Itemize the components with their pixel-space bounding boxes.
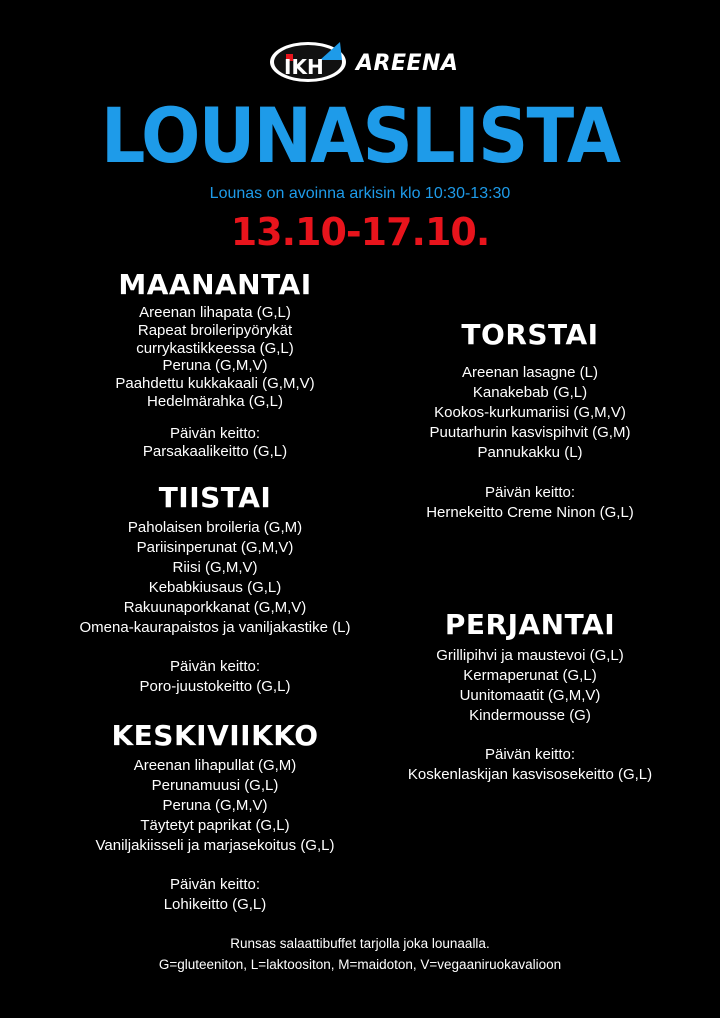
list-item: Areenan lihapata (G,L): [139, 304, 291, 321]
list-item: Uunitomaatit (G,M,V): [459, 687, 601, 704]
list-item: Kermaperunat (G,L): [463, 667, 597, 684]
list-item: Hedelmärahka (G,L): [147, 392, 283, 410]
list-item: Rakuunaporkkanat (G,M,V): [123, 599, 307, 616]
soup-thursday: Hernekeitto Creme Ninon (G,L): [426, 504, 634, 521]
menu-list-monday: [0, 304, 430, 411]
list-item: Omena-kaurapaistos ja vaniljakastike (L): [79, 619, 351, 636]
list-item: Pannukakku (L): [477, 444, 583, 461]
list-item: Kebabkiusaus (G,L): [148, 579, 282, 596]
soup-friday: Koskenlaskijan kasvisosekeitto (G,L): [407, 766, 653, 783]
menu-list-wednesday: [0, 756, 430, 856]
footer-diet-legend: G=gluteeniton, L=laktoositon, M=maidoton, V=vegaaniruokavalioon: [158, 957, 562, 972]
list-item: Kookos-kurkumariisi (G,M,V): [434, 404, 626, 421]
date-range: 13.10-17.10.: [230, 210, 490, 254]
list-item: Paahdettu kukkakaali (G,M,V): [115, 375, 315, 393]
list-item: Peruna (G,M,V): [162, 797, 268, 814]
day-heading-friday: PERJANTAI: [444, 608, 616, 641]
list-item: Rapeat broileripyörykät: [137, 321, 293, 339]
opening-hours: Lounas on avoinna arkisin klo 10:30-13:30: [209, 185, 511, 202]
list-item: currykastikkeessa (G,L): [136, 339, 294, 357]
logo-subtitle: AREENA: [356, 51, 459, 76]
list-item: Vaniljakiisseli ja marjasekoitus (G,L): [95, 837, 335, 854]
list-item: Kindermousse (G): [469, 707, 591, 724]
soup-label-wednesday: Päivän keitto:: [169, 876, 261, 893]
footer-salad-note: Runsas salaattibuffet tarjolla joka lounaalla.: [230, 936, 490, 951]
list-item: Perunamuusi (G,L): [151, 777, 279, 794]
ikh-logo-icon: [268, 38, 348, 84]
list-item: Peruna (G,M,V): [162, 357, 268, 375]
page-title: LOUNASLISTA: [100, 91, 620, 180]
soup-label-thursday: Päivän keitto:: [484, 484, 576, 501]
soup-wednesday: Lohikeitto (G,L): [163, 896, 267, 913]
soup-tuesday: Poro-juustokeitto (G,L): [139, 678, 291, 695]
list-item: Riisi (G,M,V): [172, 559, 258, 576]
soup-label-friday: Päivän keitto:: [484, 746, 576, 763]
list-item: Paholaisen broileria (G,M): [127, 519, 303, 536]
day-heading-thursday: TORSTAI: [461, 318, 599, 351]
list-item: Pariisinperunat (G,M,V): [136, 539, 294, 556]
menu-list-tuesday: [0, 518, 430, 638]
day-heading-tuesday: TIISTAI: [158, 481, 272, 514]
list-item: Areenan lihapullat (G,M): [133, 757, 297, 774]
soup-monday: Parsakaalikeitto (G,L): [142, 443, 288, 460]
soup-label-tuesday: Päivän keitto:: [169, 658, 261, 675]
day-heading-wednesday: KESKIVIIKKO: [111, 719, 319, 752]
list-item: Puutarhurin kasvispihvit (G,M): [429, 424, 631, 441]
ikh-areena-logo: [268, 38, 458, 86]
list-item: Areenan lasagne (L): [462, 364, 598, 381]
day-heading-monday: MAANANTAI: [118, 268, 312, 301]
list-item: Kanakebab (G,L): [472, 384, 588, 401]
soup-label-monday: Päivän keitto:: [169, 425, 261, 442]
list-item: Grillipihvi ja maustevoi (G,L): [436, 647, 624, 664]
list-item: Täytetyt paprikat (G,L): [140, 817, 290, 834]
logo-brand-text: IKH: [284, 55, 324, 79]
menu-list-friday: [380, 646, 680, 726]
menu-list-thursday: [380, 363, 680, 463]
